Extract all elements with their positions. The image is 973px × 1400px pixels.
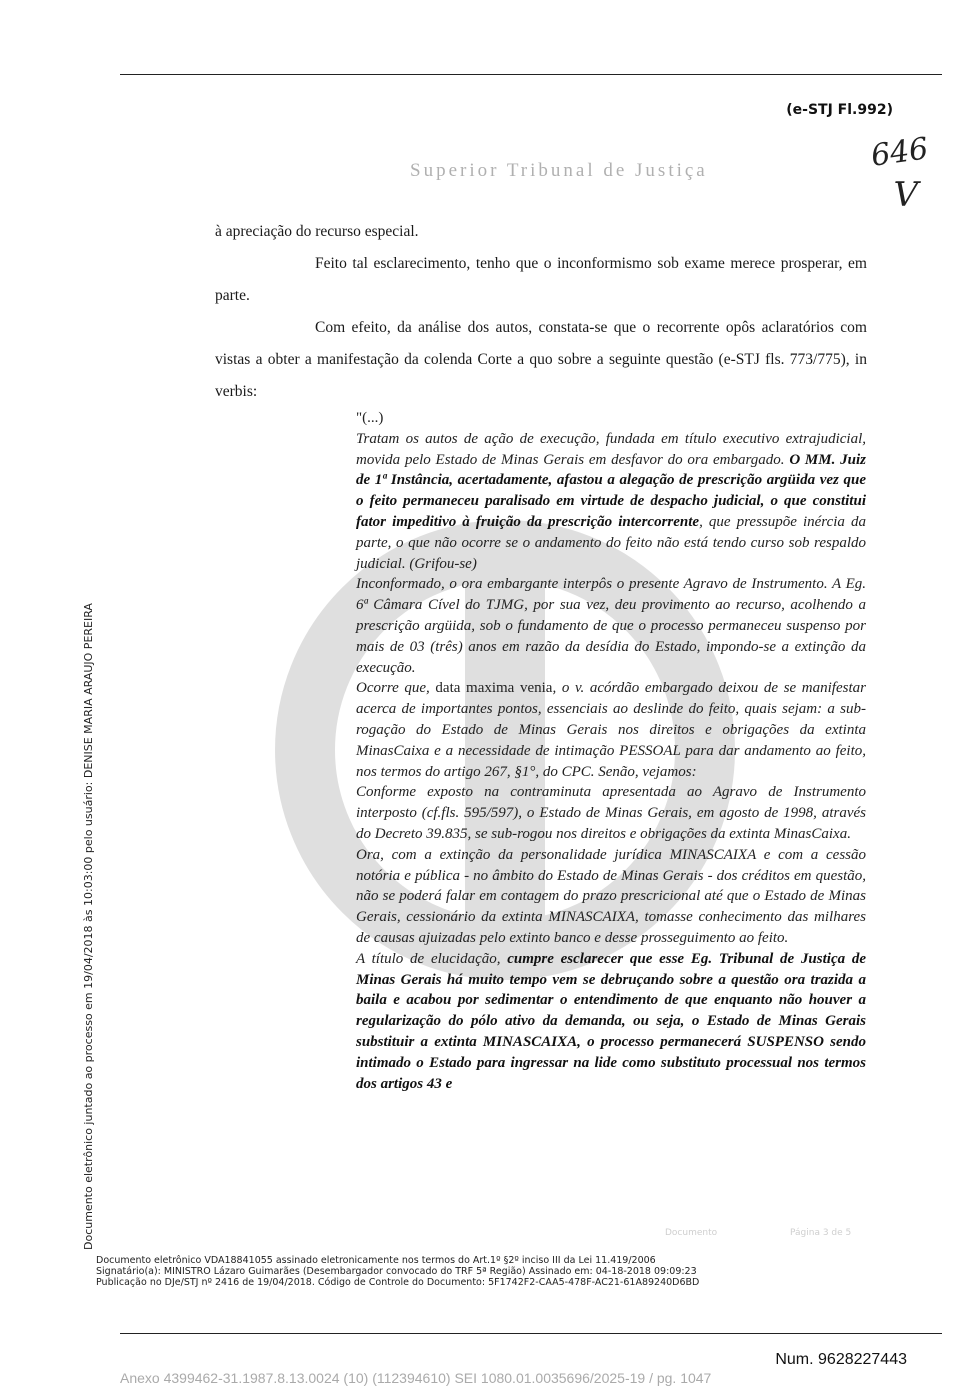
side-juntada-text: Documento eletrônico juntado ao processo em 19/04/2018 às 10:03:00 pelo usuário: DENISE MARIA ARAUJO PEREIRA (82, 603, 95, 1250)
handwritten-mark: V (893, 175, 918, 215)
anexo-reference: Anexo 4399462-31.1987.8.13.0024 (10) (112394610) SEI 1080.01.0035696/2025-19 / pg. 1047 (120, 1370, 712, 1386)
quote-paragraph (356, 429, 866, 575)
quote-span: , que pressupõe inércia da parte, o que não ocorre se o andamento do feito não está tendo curso sob respaldo judicial. (Grifou-se) (356, 513, 866, 572)
footer-line: Publicação no DJe/STJ nº 2416 de 19/04/2018. Código de Controle do Documento: 5F1742F2-CAA5-478F-AC21-61A89240D6BD (96, 1277, 700, 1288)
quote-span: Tratam os autos de ação de execução, fundada em título executivo extrajudicial, movida pelo Estado de Minas Gerais em desfavor do ora embargado. (356, 430, 866, 468)
footer-line: Signatário(a): MINISTRO Lázaro Guimarães (Desembargador convocado do TRF 5ª Região) Assinado em: 04-18-2018 09:09:23 (96, 1266, 697, 1277)
top-rule (120, 74, 942, 75)
quote-paragraph: Inconformado, o ora embargante interpôs o presente Agravo de Instrumento. A Eg. 6ª Câmara Cível do TJMG, por sua vez, deu provimento ao recurso, acolhendo a prescrição argüida, sob o fundamento de que o processo permaneceu suspenso por mais de 03 (três) anos em razão da desídia do Estado, impondo-se a extinção da execução. (356, 576, 866, 676)
signature-footer (96, 1255, 699, 1288)
quote-latin-span: data maxima venia (435, 680, 553, 697)
quote-open: "(...) (356, 410, 384, 426)
body-paragraph: à apreciação do recurso especial. (215, 223, 419, 240)
quote-span: , o v. acórdão embargado deixou de se manifestar acerca de importantes pontos, essenciais ao deslinde do feito, quais sejam: a sub-rogação do Estado de Minas Gerais nos direitos e obrigações da extinta MinasCaixa e a necessidade de intimação PESSOAL para dar andamento ao feito, nos termos do artigo 267, §1°, do CPC. Senão, vejamos: (356, 680, 866, 780)
quote-bold-span: cumpre esclarecer que esse Eg. Tribunal de Justiça de Minas Gerais há muito tempo vem se debruçando sobre a questão ora trazida a baila e acabou por sedimentar o entendimento de que enquanto não houver a regularização do pólo ativo da demanda, ou seja, o Estado de Minas Gerais substituir a extinta MINASCAIXA, o processo permanecerá SUSPENSO sendo intimado o Estado para ingressar na lide como substituto processual nos termos dos artigos 43 e (356, 950, 867, 1092)
quote-paragraph: Ora, com a extinção da personalidade jurídica MINASCAIXA e com a cessão notória e pública - no âmbito do Estado de Minas Gerais - dos créditos em questão, não se poderá falar em contagem do prazo prescricional até que o Estado de Minas Gerais, cessionário da extinta MINASCAIXA, tomasse conhecimento das milhares de causas ajuizadas pelo extinto banco e desse prosseguimento ao feito. (356, 846, 866, 946)
footer-line: Documento eletrônico VDA18841055 assinado eletronicamente nos termos do Art.1º §2º inciso III da Lei 11.419/2006 (96, 1255, 656, 1266)
court-header: Superior Tribunal de Justiça (410, 160, 708, 181)
faint-page-label: Página 3 de 5 (790, 1228, 852, 1238)
quote-paragraph (356, 678, 866, 782)
bottom-rule (120, 1333, 942, 1334)
quoted-text (356, 408, 866, 1094)
body-paragraph: Feito tal esclarecimento, tenho que o inconformismo sob exame merece prosperar, em parte. (215, 255, 867, 304)
faint-document-label: Documento (665, 1228, 718, 1238)
body-text (215, 216, 867, 408)
body-paragraph: Com efeito, da análise dos autos, constata-se que o recorrente opôs aclaratórios com vistas a obter a manifestação da colenda Corte a quo sobre a seguinte questão (e-STJ fls. 773/775), in verbis: (215, 319, 867, 400)
handwritten-number: 646 (868, 131, 931, 174)
quote-paragraph (356, 949, 866, 1095)
quote-bold-span: O MM. Juiz de 1ª Instância, acertadamente, afastou a alegação de prescrição argüida vez que o feito permaneceu paralisado em virtude de despacho judicial, o que constitui fator impeditivo à fruição da prescrição intercorrente (356, 451, 866, 530)
quote-span: Ocorre que, (356, 680, 436, 697)
quote-span: A título de elucidação, (356, 950, 508, 967)
quote-paragraph: Conforme exposto na contraminuta apresentada ao Agravo de Instrumento interposto (cf.fls. 595/597), o Estado de Minas Gerais, em agosto de 1998, através do Decreto 39.835, se sub-rogou nos direitos e obrigações da extinta MinasCaixa. (356, 784, 866, 842)
document-number: Num. 9628227443 (775, 1351, 907, 1368)
estj-page-stamp: (e-STJ Fl.992) (786, 102, 893, 118)
